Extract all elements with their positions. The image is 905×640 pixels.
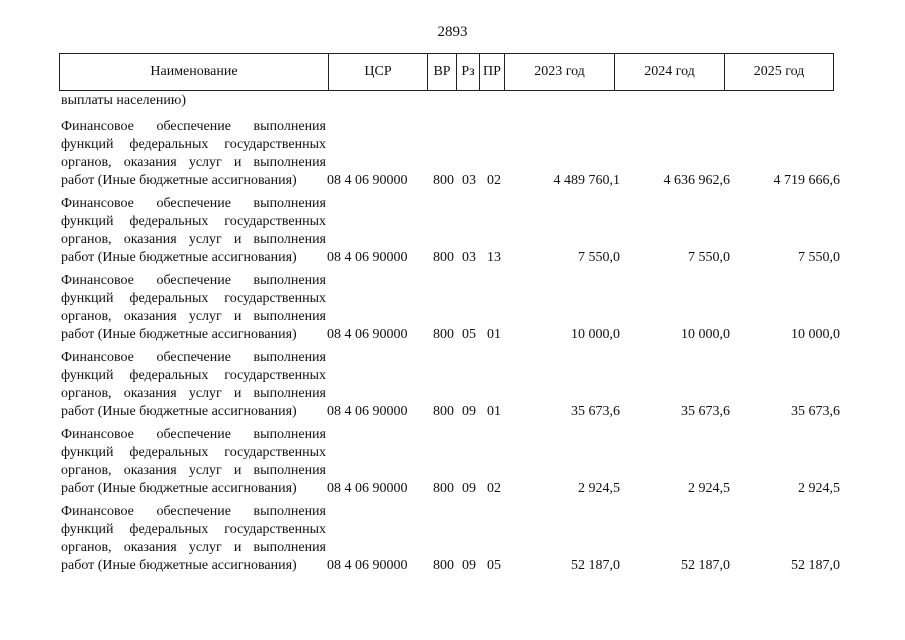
row-rz: 05 [462, 327, 476, 342]
header-2024: 2024 год [615, 54, 725, 91]
row-name-line: работ (Иные бюджетные ассигнования) [61, 404, 297, 419]
row-2024: 10 000,0 [681, 327, 730, 342]
row-2024: 4 636 962,6 [663, 173, 730, 188]
header-pr: ПР [480, 54, 505, 91]
row-pr: 05 [487, 558, 501, 573]
row-2025: 2 924,5 [798, 481, 840, 496]
row-2023: 4 489 760,1 [553, 173, 620, 188]
header-vr: ВР [428, 54, 457, 91]
row-name [61, 503, 326, 575]
table-row [0, 503, 905, 579]
row-pr: 13 [487, 250, 501, 265]
table-header-row [60, 54, 834, 91]
row-name [61, 195, 326, 267]
header-rz: Рз [457, 54, 480, 91]
row-name-line: Финансовое обеспечение выполнения [61, 504, 326, 519]
table-row [0, 195, 905, 271]
row-name-line: органов, оказания услуг и выполнения [61, 386, 326, 401]
continuation-text: выплаты населению) [61, 93, 186, 108]
row-name-line: работ (Иные бюджетные ассигнования) [61, 558, 297, 573]
row-2025: 10 000,0 [791, 327, 840, 342]
row-pr: 01 [487, 327, 501, 342]
table-row [0, 426, 905, 502]
row-name-line: органов, оказания услуг и выполнения [61, 232, 326, 247]
row-name [61, 272, 326, 344]
row-csr: 08 4 06 90000 [327, 558, 408, 573]
row-name-line: органов, оказания услуг и выполнения [61, 155, 326, 170]
row-rz: 09 [462, 404, 476, 419]
row-rz: 03 [462, 250, 476, 265]
row-pr: 02 [487, 481, 501, 496]
row-name-line: органов, оказания услуг и выполнения [61, 463, 326, 478]
row-vr: 800 [433, 404, 454, 419]
row-name-line: работ (Иные бюджетные ассигнования) [61, 250, 297, 265]
row-2023: 7 550,0 [578, 250, 620, 265]
table-header [59, 53, 834, 91]
header-2025: 2025 год [725, 54, 834, 91]
table-row [0, 349, 905, 425]
header-csr: ЦСР [329, 54, 428, 91]
row-name-line: Финансовое обеспечение выполнения [61, 119, 326, 134]
row-csr: 08 4 06 90000 [327, 173, 408, 188]
row-name-line: работ (Иные бюджетные ассигнования) [61, 327, 297, 342]
row-pr: 02 [487, 173, 501, 188]
table-row [0, 118, 905, 194]
row-name-line: Финансовое обеспечение выполнения [61, 196, 326, 211]
header-2023: 2023 год [505, 54, 615, 91]
row-name-line: органов, оказания услуг и выполнения [61, 540, 326, 555]
row-name-line: функций федеральных государственных [61, 291, 326, 306]
row-2024: 52 187,0 [681, 558, 730, 573]
row-vr: 800 [433, 327, 454, 342]
header-name: Наименование [60, 54, 329, 91]
row-name-line: функций федеральных государственных [61, 368, 326, 383]
row-2025: 7 550,0 [798, 250, 840, 265]
row-2025: 52 187,0 [791, 558, 840, 573]
row-name [61, 426, 326, 498]
table-row [0, 272, 905, 348]
row-name-line: работ (Иные бюджетные ассигнования) [61, 481, 297, 496]
row-name-line: органов, оказания услуг и выполнения [61, 309, 326, 324]
row-csr: 08 4 06 90000 [327, 404, 408, 419]
row-vr: 800 [433, 250, 454, 265]
row-name-line: работ (Иные бюджетные ассигнования) [61, 173, 297, 188]
row-2023: 2 924,5 [578, 481, 620, 496]
row-name-line: Финансовое обеспечение выполнения [61, 427, 326, 442]
row-2025: 4 719 666,6 [773, 173, 840, 188]
row-name [61, 349, 326, 421]
row-csr: 08 4 06 90000 [327, 250, 408, 265]
row-rz: 09 [462, 558, 476, 573]
row-2025: 35 673,6 [791, 404, 840, 419]
row-name-line: функций федеральных государственных [61, 522, 326, 537]
row-pr: 01 [487, 404, 501, 419]
row-name-line: функций федеральных государственных [61, 214, 326, 229]
row-name-line: Финансовое обеспечение выполнения [61, 273, 326, 288]
row-2024: 35 673,6 [681, 404, 730, 419]
row-vr: 800 [433, 558, 454, 573]
row-2023: 10 000,0 [571, 327, 620, 342]
row-2024: 2 924,5 [688, 481, 730, 496]
row-name-line: Финансовое обеспечение выполнения [61, 350, 326, 365]
row-name-line: функций федеральных государственных [61, 445, 326, 460]
row-rz: 09 [462, 481, 476, 496]
row-2024: 7 550,0 [688, 250, 730, 265]
row-rz: 03 [462, 173, 476, 188]
row-name [61, 118, 326, 190]
row-vr: 800 [433, 173, 454, 188]
row-vr: 800 [433, 481, 454, 496]
row-name-line: функций федеральных государственных [61, 137, 326, 152]
row-2023: 35 673,6 [571, 404, 620, 419]
row-csr: 08 4 06 90000 [327, 327, 408, 342]
page-number: 2893 [437, 24, 468, 40]
row-2023: 52 187,0 [571, 558, 620, 573]
row-csr: 08 4 06 90000 [327, 481, 408, 496]
